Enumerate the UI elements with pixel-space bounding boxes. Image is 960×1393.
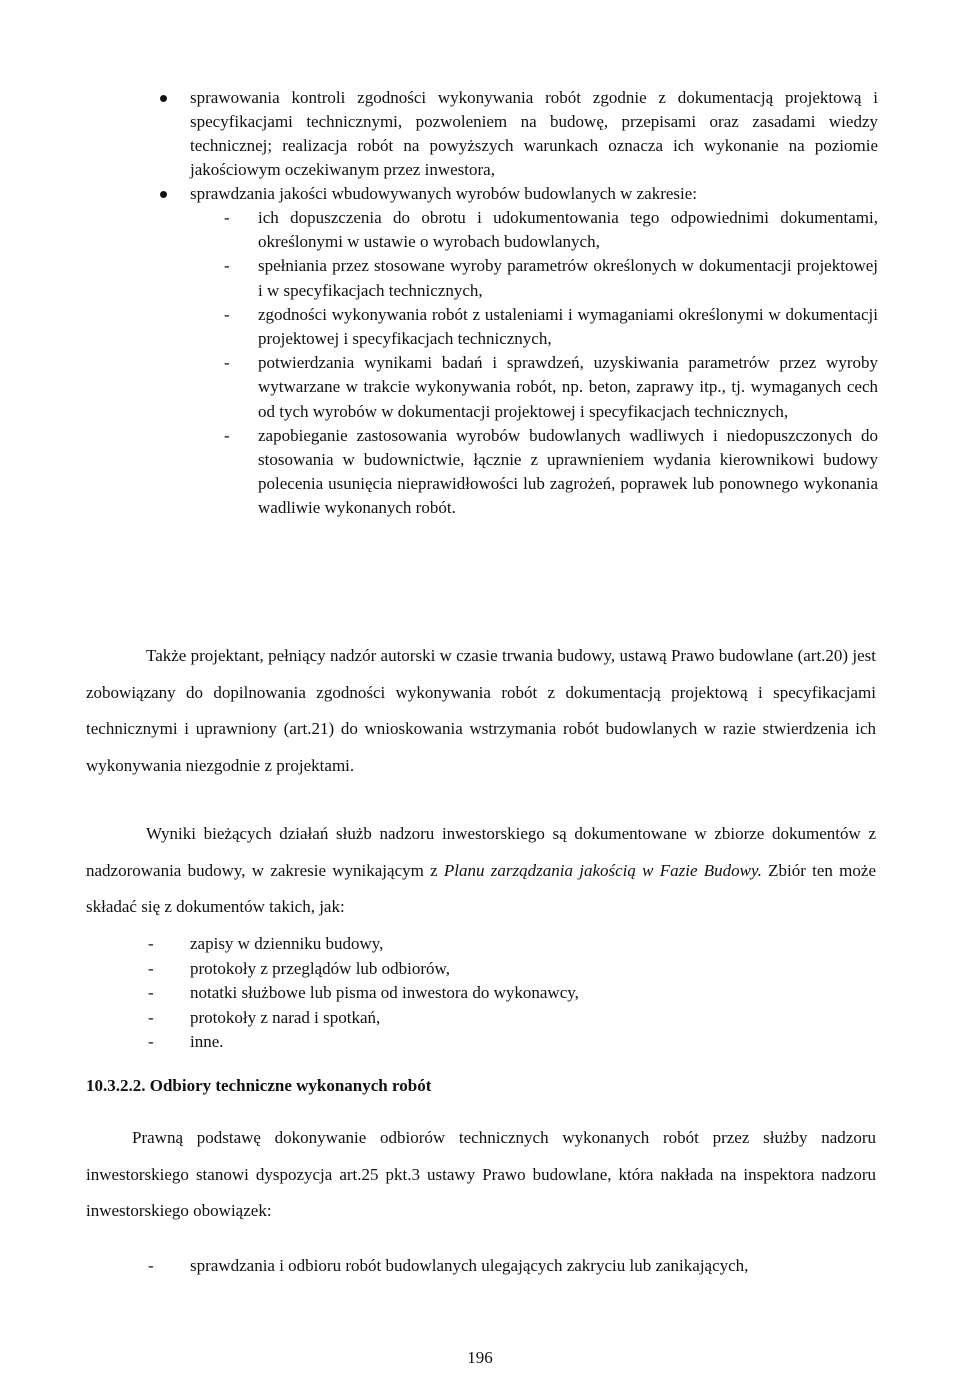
list-item (148, 1006, 748, 1031)
list-item (148, 981, 748, 1006)
dash-text: spełniania przez stosowane wyroby parametrów określonych w dokumentacji projektowej i w specyfikacjach technicznych, (258, 256, 878, 300)
paragraph-text-before: Wyniki bieżących działań służb nadzoru inwestorskiego są dokumentowane w zbiorze dokumentów z nadzorowania budowy, w zakresie wynikającym z (86, 824, 876, 880)
dash-item (224, 254, 878, 302)
dash-marker: - (148, 1007, 154, 1027)
dash-text: ich dopuszczenia do obrotu i udokumentowania tego odpowiednimi dokumentami, określonymi w ustawie o wyrobach budowlanych, (258, 208, 878, 252)
dash-text: zapobieganie zastosowania wyrobów budowlanych wadliwych i niedopuszczonych do stosowania w budownictwie, łącznie z uprawnieniem wydania kierownikowi budowy polecenia usunięcia nieprawidłowości lub zagrożeń, poprawek lub ponownego wykonania wadliwie wykonanych robót. (258, 425, 878, 518)
dash-marker: - (148, 958, 154, 978)
dash-marker: - (148, 1032, 154, 1051)
bullet-list (160, 86, 878, 521)
records-list (148, 932, 748, 1055)
paragraph-text: Także projektant, pełniący nadzór autorski w czasie trwania budowy, ustawą Prawo budowlane (art.20) jest zobowiązany do dopilnowania zgodności wykonywania robót z dokumentacją projektową i specyfikacjami technicznymi i uprawniony (art.21) do wnioskowania wstrzymania robót budowlanych w razie stwierdzenia ich wykonywania niezgodnie z projektami. (86, 646, 876, 775)
paragraph-legal-basis (86, 1120, 876, 1230)
dash-text: zgodności wykonywania robót z ustaleniami i wymaganiami określonymi w dokumentacji projektowej i specyfikacjach technicznych, (258, 304, 878, 349)
dash-marker: - (148, 934, 154, 953)
list-item (148, 957, 748, 982)
bullet-text: sprawdzania jakości wbudowywanych wyrobów budowlanych w zakresie: (190, 184, 698, 203)
list-item-text: inne. (190, 1032, 224, 1051)
paragraph-text-after: Zbiór ten może składać się z dokumentów takich, jak: (86, 860, 876, 916)
list-item (148, 932, 748, 957)
duties-list (148, 1254, 876, 1279)
dash-marker: - (224, 256, 230, 276)
list-item-text: protokoły z przeglądów lub odbiorów, (190, 958, 450, 978)
list-item-text: protokoły z narad i spotkań, (190, 1007, 381, 1027)
list-item (148, 1030, 748, 1055)
dash-marker: - (148, 983, 154, 1002)
list-item (148, 1254, 876, 1279)
dash-marker: - (148, 1256, 154, 1275)
list-item-text: notatki służbowe lub pisma od inwestora do wykonawcy, (190, 983, 579, 1002)
section-heading: 10.3.2.2. Odbiory techniczne wykonanych robót (86, 1076, 432, 1095)
paragraph-text: Prawną podstawę dokonywanie odbiorów technicznych wykonanych robót przez służby nadzoru inwestorskiego stanowi dyspozycja art.25 pkt.3 ustawy Prawo budowlane, która nakłada na inspektora nadzoru inwestorskiego obowiązek: (86, 1128, 876, 1220)
list-item-text: zapisy w dzienniku budowy, (190, 934, 384, 953)
bullet-item (160, 182, 878, 206)
bullet-item (160, 86, 878, 182)
dash-marker: - (224, 353, 230, 373)
page-number: 196 (467, 1348, 493, 1367)
dash-text: potwierdzania wynikami badań i sprawdzeń, uzyskiwania parametrów przez wyroby wytwarzane w trakcie wykonywania robót, np. beton, zaprawy itp., tj. wymaganych cech od tych wyrobów w dokumentacji projektowej i specyfikacjach technicznych, (258, 353, 878, 421)
list-item-text: sprawdzania i odbioru robót budowlanych ulegających zakryciu lub zanikających, (190, 1256, 749, 1275)
dash-marker: - (224, 208, 230, 227)
bullet-dot-icon (160, 191, 167, 198)
plan-title-italic: Planu zarządzania jakością w Fazie Budowy. (443, 860, 762, 880)
bullet-dot-icon (160, 95, 167, 102)
paragraph-designer-supervision (86, 638, 876, 784)
dash-marker: - (224, 304, 230, 324)
dash-item (224, 303, 878, 351)
paragraph-documentation (86, 816, 876, 926)
bullet-text: sprawowania kontroli zgodności wykonywania robót zgodnie z dokumentacją projektową i specyfikacjami technicznymi, pozwoleniem na budowę, przepisami oraz zasadami wiedzy technicznej; realizacja robót na powyższych warunkach oznacza ich wykonanie na poziomie jakościowym oczekiwanym przez inwestora, (190, 88, 878, 179)
dash-item (224, 206, 878, 254)
sub-dash-list (224, 206, 878, 521)
dash-item (224, 351, 878, 424)
dash-marker: - (224, 425, 230, 445)
dash-item (224, 424, 878, 521)
